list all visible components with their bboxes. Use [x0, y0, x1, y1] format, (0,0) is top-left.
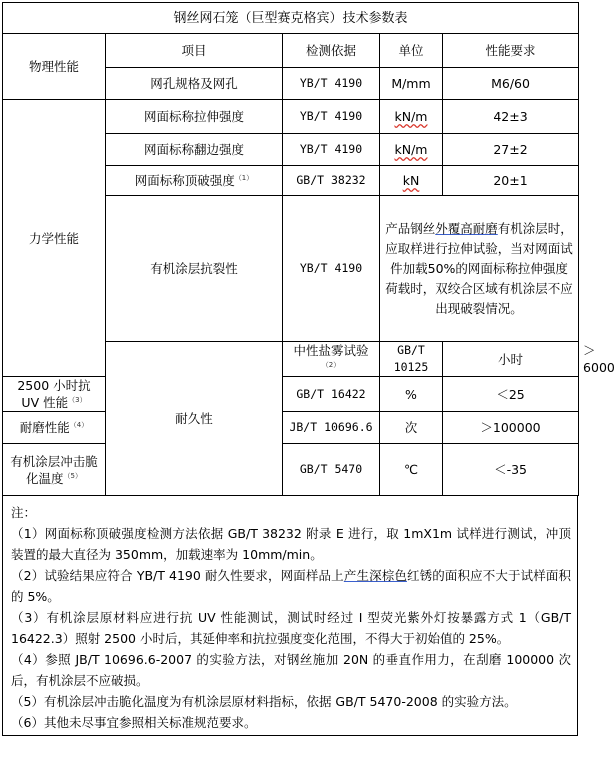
note-2-part-a: （2）试验结果应符合 YB/T 4190 耐久性要求，网面样品上 — [11, 568, 344, 583]
note-1: （1）网面标称顶破强度检测方法依据 GB/T 38232 附录 E 进行，取 1mX1m 试样进行测试，冲顶装置的最大直径为 350mm，加载速率为 10mm/min。 — [11, 526, 571, 562]
crack-req-underlined: 外覆高耐磨 — [435, 220, 498, 236]
row-edge-unit: kN/m — [394, 142, 428, 157]
row-mesh-basis: YB/T 4190 — [283, 68, 380, 100]
note-4: （4）参照 JB/T 10696.6-2007 的实验方法，对钢丝施加 20N 的垂直作用力，在刮磨 100000 次后，有机涂层不应破损。 — [11, 652, 571, 688]
row-wear-item: 耐磨性能 — [19, 420, 70, 435]
category-mechanical: 力学性能 — [3, 100, 106, 377]
spec-table: 钢丝网石笼（巨型赛克格宾）技术参数表 物理性能 项目 检测依据 单位 性能要求 网孔规格及网孔 YB/T 4190 M/mm M6/60 力学性能 网面标称拉伸强度 YB/T 4190 kN/m 42±3 网面标称翻边强度 YB/T 4190 kN/m 27±2 网面标称顶破强度$^{(1)}$ GB/T 38232 kN 20±1 有机涂层抗裂性 YB/T 4190 产品钢丝外覆高耐磨有机涂层时，应取样进行拉伸试验，当对网面试件加载50%的网面标称拉伸强度荷载时，双绞合区域有机涂层不应出现破裂情况。 耐久性 中性盐雾试验$^{(2)}$ GB/T 10125 小时 ＞6000 2500 小时抗 UV 性能$^{(3)}$ GB/T 16422 % ＜25 耐磨性能$^{(4)}$ JB/T 10696.6 次 ＞100000 有机涂层冲击脆化温度$^{(5)}$ GB/T 5470 ℃ ＜-35 — [2, 2, 579, 496]
row-mesh-item: 网孔规格及网孔 — [106, 68, 283, 100]
row-uv-item: 2500 小时抗 UV 性能 — [17, 378, 91, 410]
notes-heading: 注： — [11, 505, 37, 520]
notes-section — [2, 496, 578, 736]
row-tensile-requirement: 42±3 — [443, 100, 579, 134]
note-mark-5: （5） — [63, 471, 82, 480]
note-mark-1: （1） — [234, 173, 254, 182]
row-uv-basis: GB/T 16422 — [283, 377, 380, 412]
row-impact-item: 有机涂层冲击脆化温度 — [10, 453, 98, 486]
note-2-part-b: 红锈的面积应不大于试样面积的 5%。 — [11, 568, 571, 604]
row-burst-unit: kN — [402, 173, 420, 188]
row-edge-basis: YB/T 4190 — [283, 134, 380, 166]
row-wear-requirement: ＞100000 — [443, 412, 579, 444]
row-impact-unit: ℃ — [380, 444, 443, 496]
row-wear-unit: 次 — [380, 412, 443, 444]
header-requirement: 性能要求 — [443, 34, 579, 68]
row-impact-basis: GB/T 5470 — [283, 444, 380, 496]
header-basis: 检测依据 — [283, 34, 380, 68]
row-salt-basis: GB/T 10125 — [380, 342, 443, 377]
note-mark-3: （3） — [68, 395, 87, 404]
row-edge-item: 网面标称翻边强度 — [106, 134, 283, 166]
row-tensile-item: 网面标称拉伸强度 — [106, 100, 283, 134]
category-physical: 物理性能 — [3, 34, 106, 100]
header-unit: 单位 — [380, 34, 443, 68]
crack-req-part2: 有机涂层时，应取样进行拉伸试验，当对网面试件加载50%的网面标称拉伸强度荷载时，双绞合区域有机涂层不应出现破裂情况。 — [385, 220, 573, 316]
row-salt-unit: 小时 — [443, 342, 579, 377]
note-3: （3）有机涂层原材料应进行抗 UV 性能测试，测试时经过 I 型荧光紫外灯按暴露方式 1（GB/T 16422.3）照射 2500 小时后，其延伸率和抗拉强度变化范围，不得大于初始值的 25%。 — [11, 610, 571, 646]
row-mesh-requirement: M6/60 — [443, 68, 579, 100]
row-burst-item: 网面标称顶破强度 — [134, 173, 235, 188]
note-2 — [3, 565, 577, 607]
row-impact-requirement: ＜-35 — [443, 444, 579, 496]
note-2-underlined: 产生深棕色 — [343, 568, 407, 583]
row-mesh-unit: M/mm — [380, 68, 443, 100]
note-mark-2: （2） — [321, 360, 341, 369]
row-wear-basis: JB/T 10696.6 — [283, 412, 380, 444]
note-6: （6）其他未尽事宜参照相关标准规范要求。 — [11, 715, 257, 730]
category-durability: 耐久性 — [106, 342, 283, 496]
note-mark-4: （4） — [69, 420, 89, 429]
crack-req-part1: 产品钢丝 — [385, 220, 436, 236]
row-crack-basis: YB/T 4190 — [283, 196, 380, 342]
table-title: 钢丝网石笼（巨型赛克格宾）技术参数表 — [3, 3, 579, 34]
row-burst-requirement: 20±1 — [443, 166, 579, 196]
header-item: 项目 — [106, 34, 283, 68]
row-crack-requirement — [380, 196, 579, 342]
row-burst-basis: GB/T 38232 — [283, 166, 380, 196]
row-crack-item: 有机涂层抗裂性 — [106, 196, 283, 342]
row-tensile-basis: YB/T 4190 — [283, 100, 380, 134]
row-uv-unit: % — [380, 377, 443, 412]
row-salt-item: 中性盐雾试验 — [293, 343, 369, 358]
note-5: （5）有机涂层冲击脆化温度为有机涂层原材料指标，依据 GB/T 5470-2008 的实验方法。 — [11, 694, 517, 709]
row-edge-requirement: 27±2 — [443, 134, 579, 166]
spec-sheet — [2, 2, 615, 736]
row-tensile-unit: kN/m — [394, 109, 428, 124]
row-uv-requirement: ＜25 — [443, 377, 579, 412]
